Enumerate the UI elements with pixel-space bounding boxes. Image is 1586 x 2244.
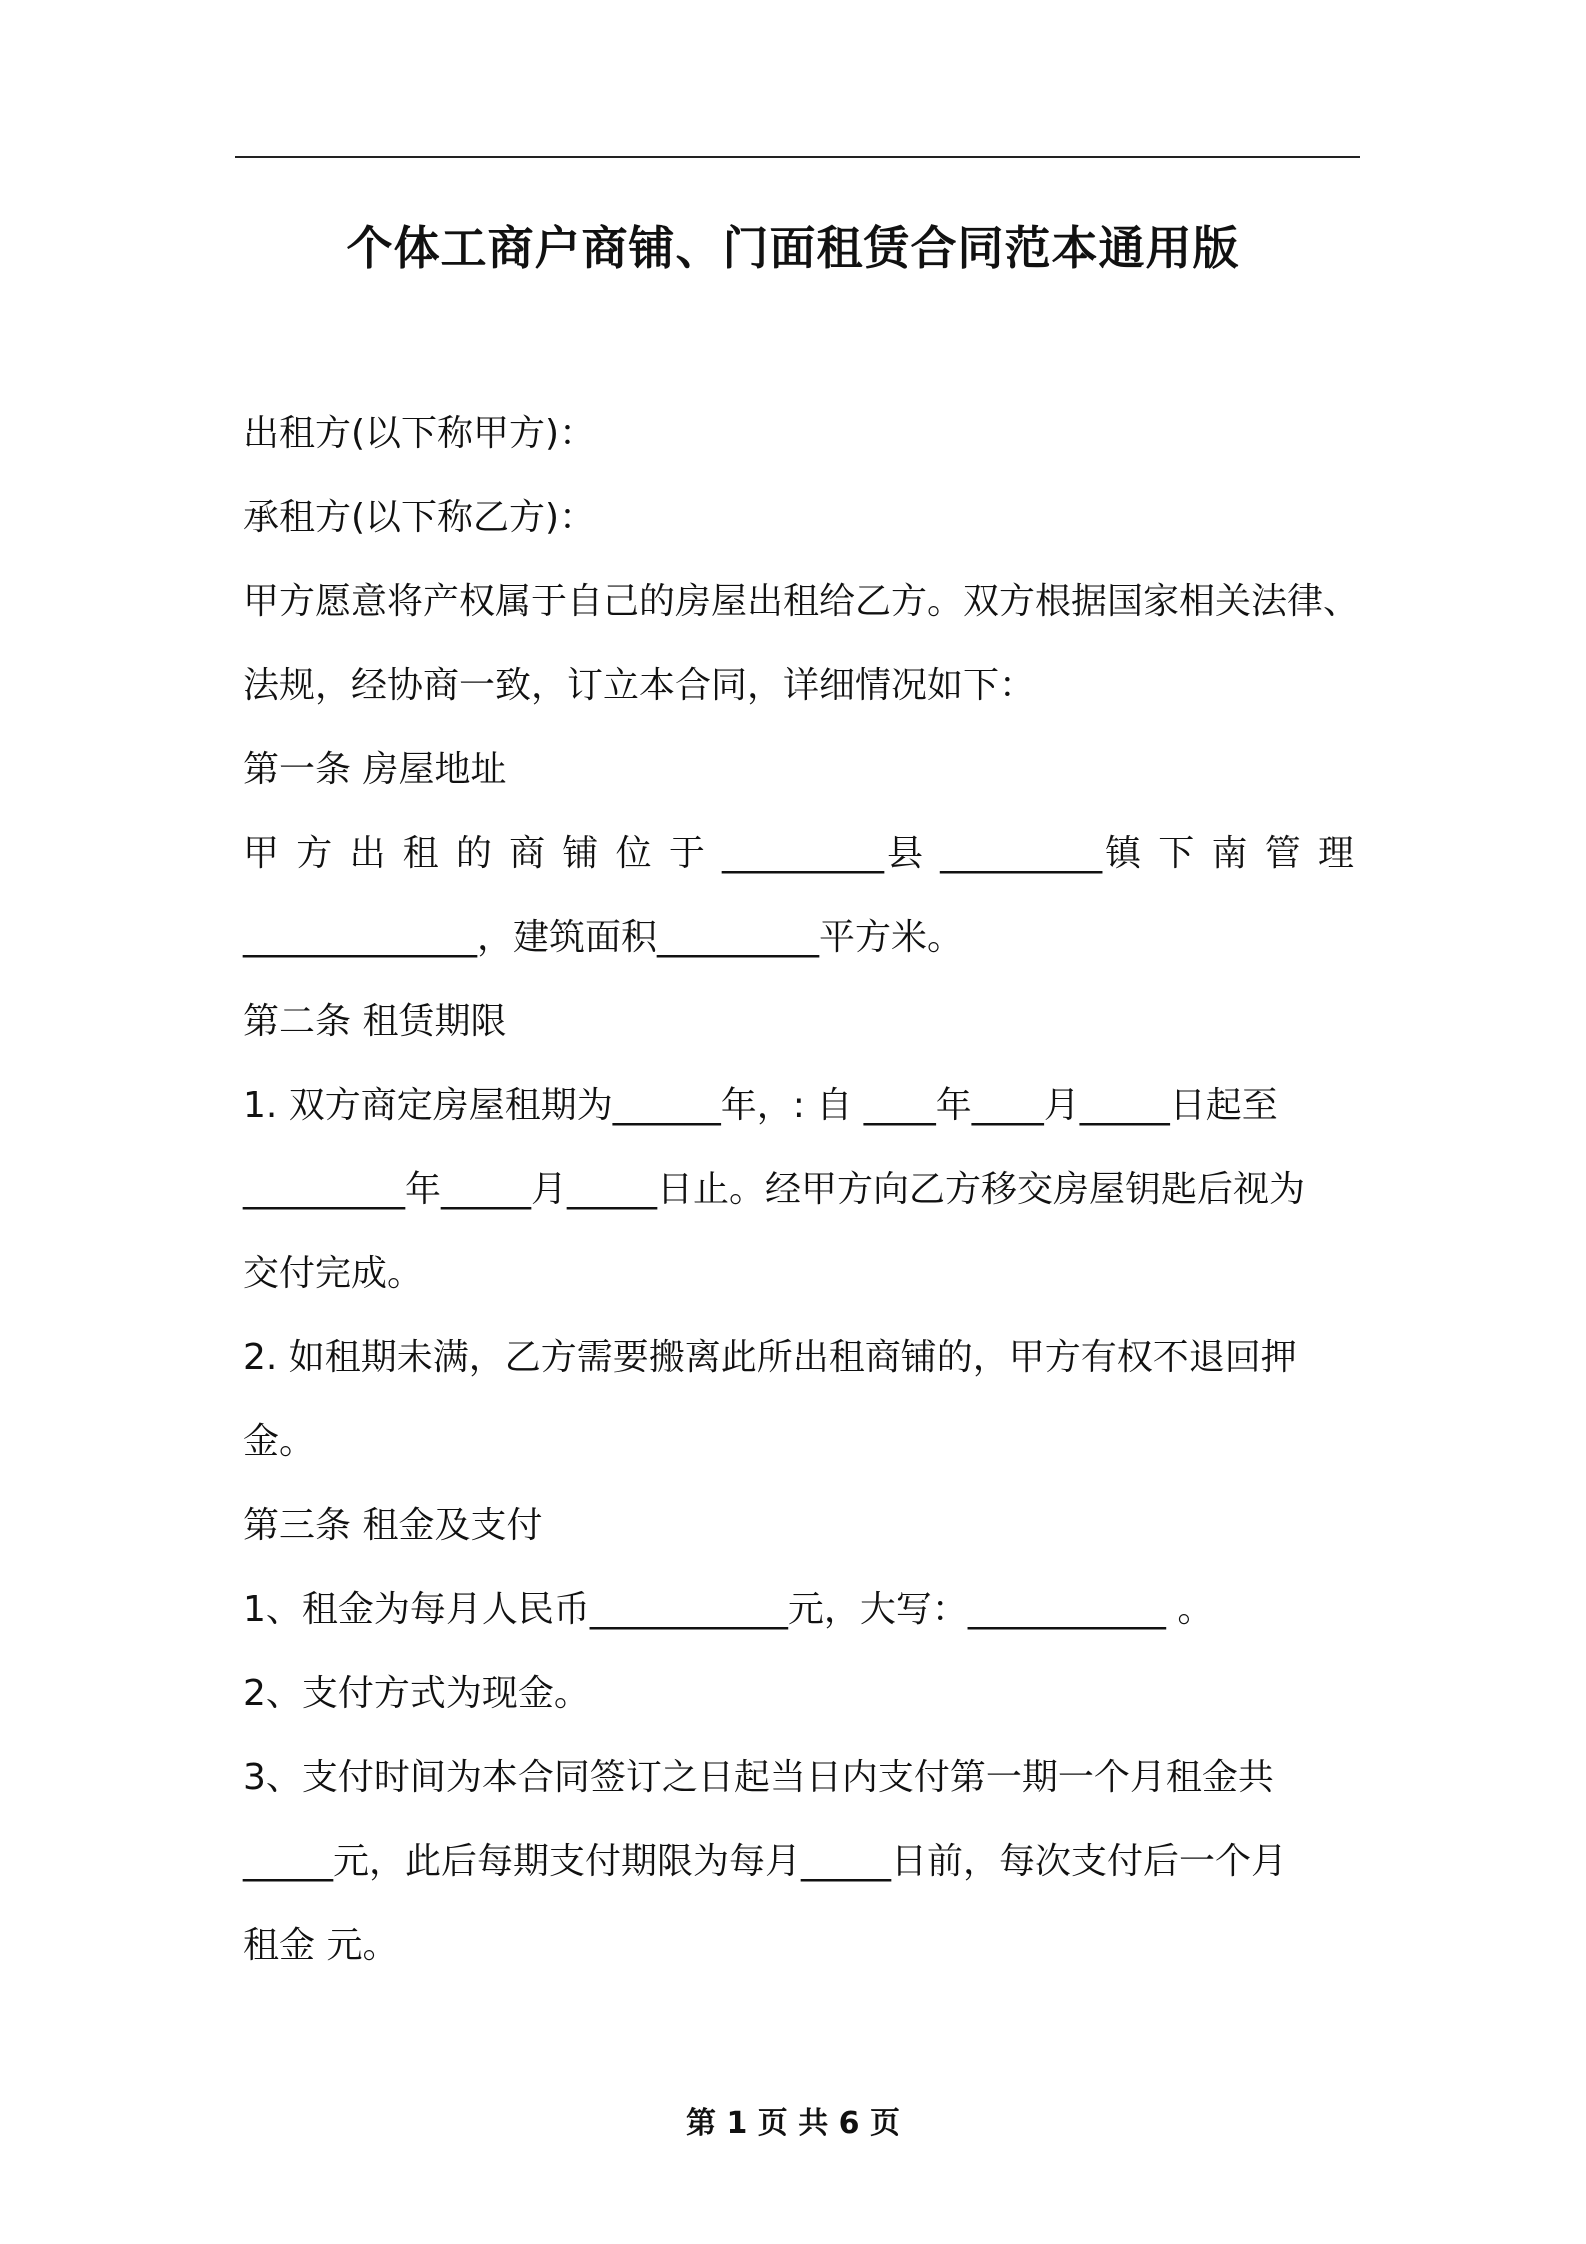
article-3-item-1: 1、租金为每月人民币___________元，大写：___________ 。 [243,1589,1214,1630]
article-1-heading: 第一条 房屋地址 [243,749,507,790]
article-1-line-2: _____________，建筑面积_________平方米。 [243,917,964,958]
page-footer: 第 1 页 共 6 页 [686,2106,900,2141]
article-2-item-1-line-1: 1. 双方商定房屋租期为______年，: 自 ____年____月_____日起至 [243,1085,1278,1126]
article-3-item-2: 2、支付方式为现金。 [243,1673,590,1714]
article-2-heading: 第二条 租赁期限 [243,1001,507,1042]
lessee-line: 承租方(以下称乙方)： [243,497,596,538]
article-3-item-3-line-3: 租金 元。 [243,1925,399,1966]
article-2-item-2-line-2: 金。 [243,1421,316,1462]
article-3-item-3-line-2: _____元，此后每期支付期限为每月_____日前，每次支付后一个月 [243,1841,1288,1882]
lessor-line: 出租方(以下称甲方)： [243,413,596,454]
document-title: 个体工商户商铺、门面租赁合同范本通用版 [346,221,1240,275]
article-3-heading: 第三条 租金及支付 [243,1505,543,1546]
article-2-item-2-line-1: 2. 如租期未满，乙方需要搬离此所出租商铺的，甲方有权不退回押 [243,1337,1297,1378]
article-2-item-1-line-2: _________年_____月_____日止。经甲方向乙方移交房屋钥匙后视为 [243,1169,1306,1210]
article-3-item-3-line-1: 3、支付时间为本合同签订之日起当日内支付第一期一个月租金共 [243,1757,1274,1798]
article-2-item-1-line-3: 交付完成。 [243,1253,424,1294]
article-1-line-1: 甲 方 出 租 的 商 铺 位 于 _________县 _________镇 下 南 管 理 [243,833,1354,874]
intro-line-2: 法规，经协商一致，订立本合同，详细情况如下： [243,665,1036,706]
header-rule [235,156,1360,158]
intro-line-1: 甲方愿意将产权属于自己的房屋出租给乙方。双方根据国家相关法律、 [243,581,1360,622]
